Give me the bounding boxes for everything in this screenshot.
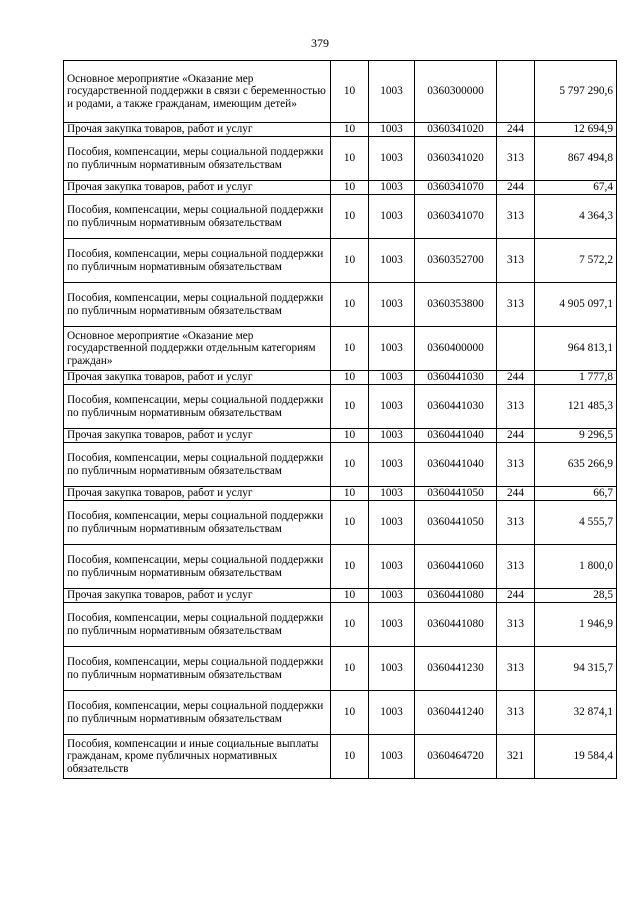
section-code-cell: 10 xyxy=(331,691,369,735)
amount-cell: 67,4 xyxy=(535,181,617,195)
section-code-cell: 10 xyxy=(331,545,369,589)
expense-name-cell: Пособия, компенсации, меры социальной поддержки по публичным нормативным обязательствам xyxy=(64,385,331,429)
table-row xyxy=(64,589,617,603)
expense-name-cell: Пособия, компенсации, меры социальной поддержки по публичным нормативным обязательствам xyxy=(64,603,331,647)
expense-type-code-cell: 313 xyxy=(497,501,535,545)
target-article-code-cell: 0360441080 xyxy=(415,589,497,603)
table-row xyxy=(64,137,617,181)
subsection-code-cell: 1003 xyxy=(369,589,415,603)
budget-table-body xyxy=(64,61,617,779)
subsection-code-cell: 1003 xyxy=(369,181,415,195)
amount-cell: 4 555,7 xyxy=(535,501,617,545)
target-article-code-cell: 0360341020 xyxy=(415,123,497,137)
table-row xyxy=(64,195,617,239)
target-article-code-cell: 0360441230 xyxy=(415,647,497,691)
amount-cell: 12 694,9 xyxy=(535,123,617,137)
target-article-code-cell: 0360352700 xyxy=(415,239,497,283)
expense-type-code-cell: 244 xyxy=(497,123,535,137)
subsection-code-cell: 1003 xyxy=(369,443,415,487)
expense-type-code-cell: 313 xyxy=(497,603,535,647)
subsection-code-cell: 1003 xyxy=(369,501,415,545)
amount-cell: 28,5 xyxy=(535,589,617,603)
subsection-code-cell: 1003 xyxy=(369,603,415,647)
expense-name-cell: Пособия, компенсации, меры социальной поддержки по публичным нормативным обязательствам xyxy=(64,239,331,283)
table-row xyxy=(64,545,617,589)
subsection-code-cell: 1003 xyxy=(369,61,415,123)
target-article-code-cell: 0360441080 xyxy=(415,603,497,647)
expense-type-code-cell: 313 xyxy=(497,195,535,239)
section-code-cell: 10 xyxy=(331,239,369,283)
section-code-cell: 10 xyxy=(331,487,369,501)
expense-type-code-cell: 321 xyxy=(497,735,535,779)
subsection-code-cell: 1003 xyxy=(369,429,415,443)
subsection-code-cell: 1003 xyxy=(369,195,415,239)
subsection-code-cell: 1003 xyxy=(369,647,415,691)
subsection-code-cell: 1003 xyxy=(369,371,415,385)
target-article-code-cell: 0360441240 xyxy=(415,691,497,735)
expense-type-code-cell: 313 xyxy=(497,545,535,589)
section-code-cell: 10 xyxy=(331,443,369,487)
target-article-code-cell: 0360441030 xyxy=(415,371,497,385)
section-code-cell: 10 xyxy=(331,429,369,443)
amount-cell: 867 494,8 xyxy=(535,137,617,181)
subsection-code-cell: 1003 xyxy=(369,327,415,371)
table-row xyxy=(64,603,617,647)
expense-name-cell: Пособия, компенсации, меры социальной поддержки по публичным нормативным обязательствам xyxy=(64,137,331,181)
table-row xyxy=(64,239,617,283)
expense-name-cell: Прочая закупка товаров, работ и услуг xyxy=(64,371,331,385)
amount-cell: 4 364,3 xyxy=(535,195,617,239)
expense-name-cell: Пособия, компенсации, меры социальной поддержки по публичным нормативным обязательствам xyxy=(64,501,331,545)
amount-cell: 7 572,2 xyxy=(535,239,617,283)
expense-name-cell: Пособия, компенсации, меры социальной поддержки по публичным нормативным обязательствам xyxy=(64,691,331,735)
table-row xyxy=(64,691,617,735)
expense-type-code-cell: 313 xyxy=(497,385,535,429)
target-article-code-cell: 0360353800 xyxy=(415,283,497,327)
table-row xyxy=(64,429,617,443)
expense-type-code-cell: 313 xyxy=(497,647,535,691)
amount-cell: 19 584,4 xyxy=(535,735,617,779)
amount-cell: 66,7 xyxy=(535,487,617,501)
expense-type-code-cell: 313 xyxy=(497,239,535,283)
expense-name-cell: Пособия, компенсации, меры социальной поддержки по публичным нормативным обязательствам xyxy=(64,195,331,239)
target-article-code-cell: 0360441060 xyxy=(415,545,497,589)
amount-cell: 4 905 097,1 xyxy=(535,283,617,327)
expense-type-code-cell: 313 xyxy=(497,137,535,181)
target-article-code-cell: 0360441050 xyxy=(415,487,497,501)
subsection-code-cell: 1003 xyxy=(369,691,415,735)
expense-name-cell: Прочая закупка товаров, работ и услуг xyxy=(64,181,331,195)
expense-name-cell: Основное мероприятие «Оказание мер государственной поддержки в связи с беременностью и родами, а также гражданам, имеющим детей» xyxy=(64,61,331,123)
target-article-code-cell: 0360341020 xyxy=(415,137,497,181)
section-code-cell: 10 xyxy=(331,647,369,691)
target-article-code-cell: 0360341070 xyxy=(415,195,497,239)
table-row xyxy=(64,647,617,691)
expense-type-code-cell: 313 xyxy=(497,283,535,327)
expense-type-code-cell: 244 xyxy=(497,429,535,443)
target-article-code-cell: 0360441040 xyxy=(415,429,497,443)
expense-name-cell: Прочая закупка товаров, работ и услуг xyxy=(64,487,331,501)
table-row xyxy=(64,385,617,429)
expense-type-code-cell: 244 xyxy=(497,181,535,195)
page-number: 379 xyxy=(311,36,329,50)
expense-type-code-cell: 244 xyxy=(497,487,535,501)
amount-cell: 5 797 290,6 xyxy=(535,61,617,123)
table-row xyxy=(64,283,617,327)
expense-type-code-cell: 313 xyxy=(497,443,535,487)
table-row xyxy=(64,123,617,137)
section-code-cell: 10 xyxy=(331,195,369,239)
subsection-code-cell: 1003 xyxy=(369,385,415,429)
section-code-cell: 10 xyxy=(331,371,369,385)
subsection-code-cell: 1003 xyxy=(369,283,415,327)
table-row xyxy=(64,443,617,487)
target-article-code-cell: 0360464720 xyxy=(415,735,497,779)
expense-type-code-cell: 244 xyxy=(497,371,535,385)
section-code-cell: 10 xyxy=(331,327,369,371)
amount-cell: 32 874,1 xyxy=(535,691,617,735)
expense-name-cell: Пособия, компенсации, меры социальной поддержки по публичным нормативным обязательствам xyxy=(64,545,331,589)
section-code-cell: 10 xyxy=(331,735,369,779)
amount-cell: 964 813,1 xyxy=(535,327,617,371)
expense-name-cell: Пособия, компенсации, меры социальной поддержки по публичным нормативным обязательствам xyxy=(64,443,331,487)
expense-name-cell: Основное мероприятие «Оказание мер государственной поддержки отдельным категориям граждан» xyxy=(64,327,331,371)
section-code-cell: 10 xyxy=(331,123,369,137)
amount-cell: 94 315,7 xyxy=(535,647,617,691)
amount-cell: 635 266,9 xyxy=(535,443,617,487)
amount-cell: 9 296,5 xyxy=(535,429,617,443)
expense-type-code-cell xyxy=(497,61,535,123)
amount-cell: 1 946,9 xyxy=(535,603,617,647)
section-code-cell: 10 xyxy=(331,181,369,195)
expense-name-cell: Пособия, компенсации и иные социальные выплаты гражданам, кроме публичных нормативных обязательств xyxy=(64,735,331,779)
section-code-cell: 10 xyxy=(331,589,369,603)
subsection-code-cell: 1003 xyxy=(369,545,415,589)
target-article-code-cell: 0360441050 xyxy=(415,501,497,545)
table-row xyxy=(64,735,617,779)
expense-name-cell: Пособия, компенсации, меры социальной поддержки по публичным нормативным обязательствам xyxy=(64,647,331,691)
section-code-cell: 10 xyxy=(331,603,369,647)
table-row xyxy=(64,327,617,371)
amount-cell: 1 777,8 xyxy=(535,371,617,385)
budget-table xyxy=(63,60,617,779)
amount-cell: 1 800,0 xyxy=(535,545,617,589)
expense-name-cell: Прочая закупка товаров, работ и услуг xyxy=(64,589,331,603)
target-article-code-cell: 0360341070 xyxy=(415,181,497,195)
table-row xyxy=(64,487,617,501)
subsection-code-cell: 1003 xyxy=(369,239,415,283)
target-article-code-cell: 0360441040 xyxy=(415,443,497,487)
section-code-cell: 10 xyxy=(331,61,369,123)
section-code-cell: 10 xyxy=(331,385,369,429)
expense-name-cell: Прочая закупка товаров, работ и услуг xyxy=(64,429,331,443)
table-row xyxy=(64,501,617,545)
table-row xyxy=(64,371,617,385)
section-code-cell: 10 xyxy=(331,283,369,327)
expense-name-cell: Прочая закупка товаров, работ и услуг xyxy=(64,123,331,137)
table-row xyxy=(64,181,617,195)
expense-type-code-cell: 244 xyxy=(497,589,535,603)
expense-name-cell: Пособия, компенсации, меры социальной поддержки по публичным нормативным обязательствам xyxy=(64,283,331,327)
subsection-code-cell: 1003 xyxy=(369,487,415,501)
table-row xyxy=(64,61,617,123)
section-code-cell: 10 xyxy=(331,137,369,181)
amount-cell: 121 485,3 xyxy=(535,385,617,429)
subsection-code-cell: 1003 xyxy=(369,735,415,779)
section-code-cell: 10 xyxy=(331,501,369,545)
target-article-code-cell: 0360400000 xyxy=(415,327,497,371)
expense-type-code-cell: 313 xyxy=(497,691,535,735)
expense-type-code-cell xyxy=(497,327,535,371)
target-article-code-cell: 0360300000 xyxy=(415,61,497,123)
subsection-code-cell: 1003 xyxy=(369,123,415,137)
target-article-code-cell: 0360441030 xyxy=(415,385,497,429)
subsection-code-cell: 1003 xyxy=(369,137,415,181)
